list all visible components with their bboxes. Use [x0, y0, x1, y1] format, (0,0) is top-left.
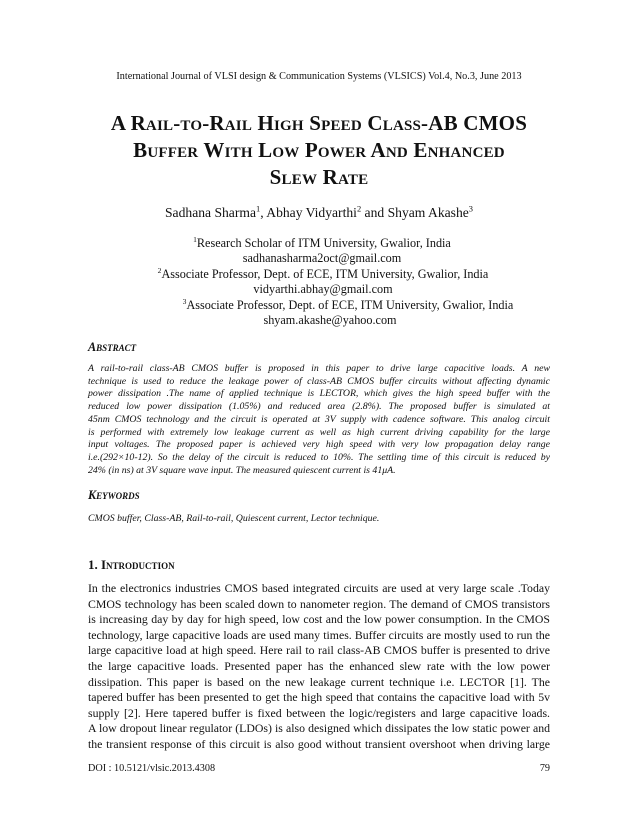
- title-line: Buffer With Low Power And Enhanced: [133, 138, 505, 162]
- body-line: the transient response of this circuit is also good without transient overshoot when driving large: [88, 736, 550, 751]
- affiliation-email: shyam.akashe@yahoo.com: [263, 313, 397, 328]
- body-line: the large capacitive loads. Presented paper has the enhanced slew rate with the low power: [88, 658, 550, 673]
- affiliation-email: sadhanasharma2oct@gmail.com: [242, 251, 402, 266]
- author-line: [0, 205, 638, 221]
- author-name: Abhay Vidyarthi: [266, 205, 357, 220]
- affiliation-email: vidyarthi.abhay@gmail.com: [253, 282, 393, 297]
- introduction-body: [88, 581, 550, 753]
- abstract-line: input voltages. The proposed paper is achieved very high speed with very low propagation delay range: [88, 439, 550, 451]
- abstract-line: technique is used to reduce the leakage power of class-AB CMOS buffer circuits without affecting dynamic: [88, 375, 550, 387]
- author-separator: and: [361, 205, 388, 220]
- paper-title: [60, 110, 578, 191]
- body-line: supply [2]. Here tapered buffer is fixed between the logic/registers and large capacitive loads.: [88, 705, 550, 720]
- title-line: A Rail-to-Rail High Speed Class-AB CMOS: [110, 111, 528, 135]
- author-name: Shyam Akashe: [387, 205, 469, 220]
- author-separator: ,: [260, 205, 267, 220]
- body-line: A low dropout linear regulator (LDOs) is also designed which dissipates the low static power and: [88, 721, 550, 736]
- keywords-body: CMOS buffer, Class-AB, Rail-to-rail, Quiescent current, Lector technique.: [88, 513, 380, 524]
- abstract-line: A rail-to-rail class-AB CMOS buffer is proposed in this paper to drive large capacitive loads. A new: [88, 363, 550, 374]
- body-line: technology, large capacitive loads are used many times. Buffer circuits are mostly used to run the: [88, 627, 550, 642]
- doi-footer: DOI : 10.5121/vlsic.2013.4308: [88, 763, 216, 774]
- keywords-heading: Keywords: [88, 488, 140, 502]
- body-line: tapered buffer has been presented to get the high speed that contains the capacitive load with 5v: [88, 690, 550, 705]
- abstract-line: power dissipation .The name of applied technique is LECTOR, which gives the high speed buffer with the: [88, 388, 550, 400]
- affiliation-mark: 1: [193, 234, 197, 244]
- body-line: CMOS technology has been scaled down to nanometer region. The demand of CMOS transistors: [88, 596, 550, 611]
- affiliation-1: [0, 236, 638, 251]
- abstract-body: [88, 363, 550, 477]
- abstract-heading: Abstract: [88, 340, 137, 354]
- abstract-line: 24% (in ns) at 3V square wave input. The measured quiescent current is 41μA.: [88, 464, 396, 476]
- affiliation-text: Associate Professor, Dept. of ECE, ITM University, Gwalior, India: [161, 266, 489, 281]
- affiliation-mark: 3: [182, 296, 187, 306]
- page-number: 79: [539, 763, 550, 774]
- body-line: In the electronics industries CMOS based integrated circuits are used at very large scale .Today: [88, 581, 550, 595]
- affiliation-text: Research Scholar of ITM University, Gwalior, India: [196, 236, 451, 250]
- abstract-line: 45nm CMOS technology and the circuit is operated at 3V supply with cadence software. This analog circuit: [88, 413, 550, 425]
- running-header: International Journal of VLSI design & Communication Systems (VLSICS) Vol.4, No.3, June 2013: [116, 71, 522, 82]
- affiliation-mark: 3: [468, 203, 473, 214]
- affiliation-mark: 2: [157, 265, 162, 275]
- author-name: Sadhana Sharma: [165, 205, 256, 220]
- body-line: large capacitive load at high speed. Here rail to rail class-AB CMOS buffer is presented to drive: [88, 643, 550, 658]
- abstract-line: is performed with extremely low leakage current as well as high current driving capability for the large: [88, 426, 550, 438]
- body-line: dissipation. This paper is based on the new leakage current technique i.e. LECTOR [1]. The: [88, 674, 550, 689]
- affiliation-text: Associate Professor, Dept. of ECE, ITM University, Gwalior, India: [186, 297, 514, 312]
- title-line: Slew Rate: [269, 165, 369, 189]
- abstract-line: i.e.(292×10-12). So the delay of the circuit is reduced to 10%. The settling time of this circuit is reduced by: [88, 451, 550, 463]
- affiliation-mark: 2: [356, 203, 362, 214]
- affiliation-3: [0, 298, 638, 313]
- abstract-line: reduced low power dissipation (1.05%) and reduced area (2.8%). The proposed buffer is simulated at: [88, 401, 550, 413]
- body-line: is increasing day by day for high speed, low cost and the low power consumption. In the CMOS: [88, 612, 550, 627]
- affiliations: [0, 236, 638, 328]
- affiliation-2: [0, 267, 638, 282]
- introduction-heading: 1. Introduction: [88, 557, 175, 572]
- affiliation-mark: 1: [255, 203, 261, 214]
